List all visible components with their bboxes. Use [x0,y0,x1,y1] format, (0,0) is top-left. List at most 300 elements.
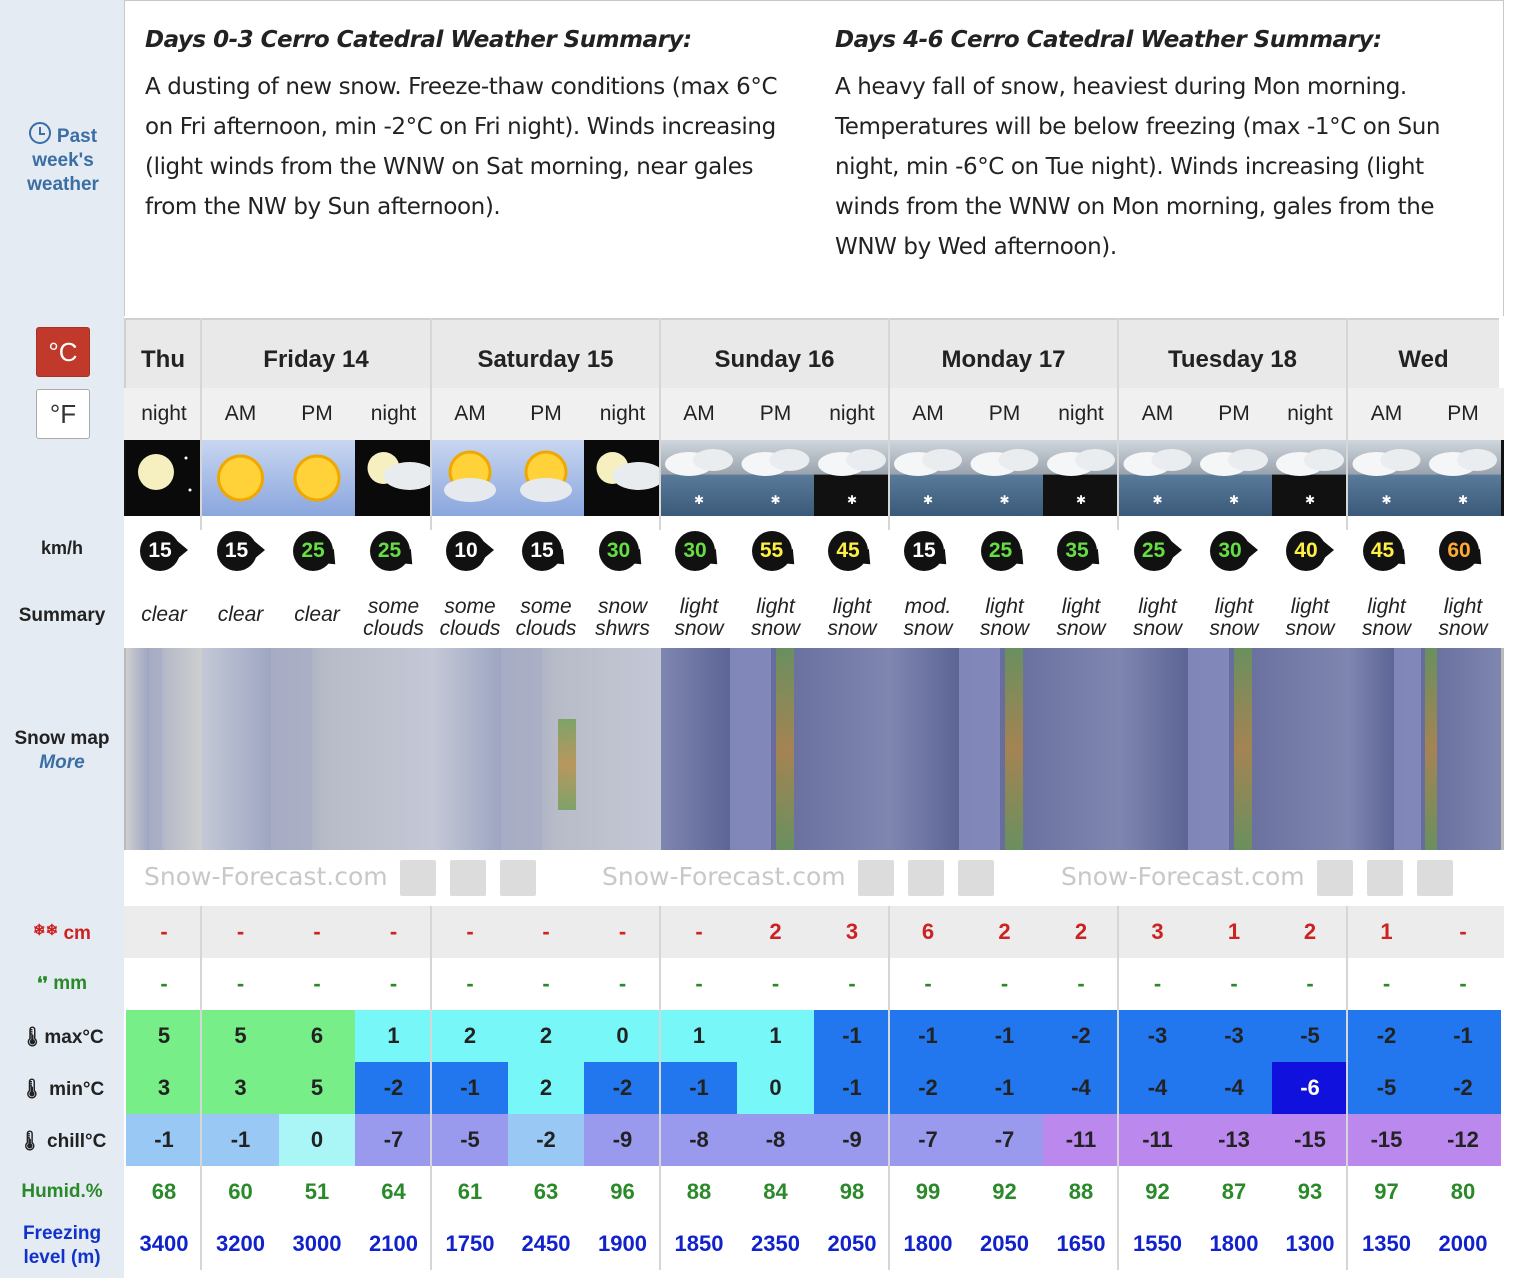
period-cell: AM [1119,388,1196,440]
summary-line-1: light [756,595,795,618]
humidity-cell: 68 [151,1179,177,1204]
day-separator [430,318,432,530]
wind-cell [355,516,432,586]
celsius-button[interactable]: °C [36,327,90,377]
chill-temp-cell: -5 [432,1114,508,1166]
summary-cell [279,586,355,648]
min-temp-cell: 2 [508,1062,584,1114]
wind-speed-badge: 15 [904,531,944,571]
day-separator [1117,906,1119,1270]
summary-line-2: snow [903,617,953,640]
min-temp-cell: -4 [1196,1062,1272,1114]
summary-line-1: snow [597,595,648,618]
min-temp-cell: -2 [890,1062,966,1114]
day-separator [1346,906,1348,1270]
wind-speed-badge: 15 [140,531,180,571]
summary-line-1: some [367,595,420,618]
rain-mm-cell: - [160,971,168,996]
humidity-cell: 60 [228,1179,253,1204]
day-header: Saturday 15 [430,318,659,388]
chill-temp-cell: -2 [508,1114,584,1166]
chill-temp-cell: -8 [661,1114,737,1166]
day-separator [888,906,890,1270]
svg-text:✱: ✱ [770,493,781,507]
humidity-cell: 97 [1374,1179,1399,1204]
wind-speed-badge: 40 [1286,531,1326,571]
day-header: Tuesday 18 [1117,318,1346,388]
snow-map-image[interactable] [432,648,661,850]
humidity [124,1166,1504,1218]
rain-mm-cell: - [1077,971,1085,996]
freezing-level-cell: 2050 [980,1231,1029,1256]
wind-speed-badge: 25 [370,531,410,571]
max-temp-cell: 1 [355,1010,432,1062]
svg-text:✱: ✱ [922,493,934,507]
min-temp-cell: -4 [1043,1062,1119,1114]
max-temp-cell: -2 [1348,1010,1425,1062]
day-separator [200,906,202,1270]
snow-map-image[interactable] [126,648,202,850]
svg-text:✱: ✱ [1228,493,1240,507]
chill-temp-cell: -8 [737,1114,814,1166]
arrow-down-icon [908,860,944,896]
max-temp-cell: 6 [279,1010,355,1062]
sun-icon-graphic [202,440,279,516]
rain-mm-cell: - [1230,971,1238,996]
snow-cm-cell: 2 [998,919,1011,944]
freezing-level-cell: 1750 [445,1231,495,1256]
humidity-cell: 99 [915,1179,941,1204]
arrow-down-icon [450,860,486,896]
humidity-cell: 80 [1450,1179,1476,1204]
snow-map-image[interactable] [202,648,432,850]
cloud-icon [1317,860,1353,896]
freezing-level-cell: 2000 [1438,1231,1488,1256]
snow-cm-cell: - [313,919,321,944]
snow-cloud-icon-graphic [966,440,1043,516]
past-weather-link[interactable] [8,122,118,197]
rain-mm-cell: - [1459,971,1467,996]
sun-cloud-icon [432,440,508,516]
min-temp-cell: -1 [966,1062,1043,1114]
snow-cm-cell: 2 [1303,919,1317,944]
day-header: Sunday 16 [659,318,888,388]
svg-text:✱: ✱ [1304,493,1316,507]
min-temp-cell: -5 [1348,1062,1425,1114]
summary-line-2: clear [294,603,340,626]
svg-text:✱: ✱ [1381,493,1392,507]
snow-cm-cell: 1 [1380,919,1393,944]
humidity-label: Humid.% [21,1181,103,1202]
chill-temp-cell: -13 [1196,1114,1272,1166]
snow-cloud-night-icon [814,440,890,516]
wind-cell [1348,516,1425,586]
snow-cm-cell: - [618,919,627,944]
max-temp-cell: 0 [584,1010,661,1062]
snow-map-row [124,648,1504,850]
min-temp-cell: -2 [1425,1062,1501,1114]
wind-cell [279,516,355,586]
day-separator [888,318,890,530]
freezing-level-cell: 3400 [139,1231,189,1256]
snow-cloud-night-icon-graphic [814,440,890,516]
max-temp-cell: -1 [966,1010,1043,1062]
summary-line-2: snow [1132,617,1183,640]
chill-temp-cell: -15 [1348,1114,1425,1166]
snow-cm-cell: 6 [921,919,935,944]
chill-temp-cell: -7 [890,1114,966,1166]
max-temp-cell: -1 [1425,1010,1501,1062]
sun-outline-icon [500,860,536,896]
summary-line-2: snow [1209,617,1259,640]
freezing-level-cell: 1800 [903,1231,953,1256]
summary-line-1: light [679,595,719,618]
landmass-shape [149,648,163,850]
wind-cell [508,516,584,586]
brand-watermark: Snow-Forecast.com [144,862,388,891]
max-temp-cell: -3 [1119,1010,1196,1062]
chill-temp-cell: -9 [584,1114,661,1166]
wind-speed-badge: 10 [446,531,486,571]
snow-cloud-icon [1196,440,1272,516]
summary-cell [432,586,508,648]
clock-icon [29,122,51,144]
summary-line-1: mod. [904,595,952,618]
min-temp [124,1062,1504,1114]
snow-cm-cell: - [695,919,703,944]
weather-summary-panel [124,0,1504,316]
chill-temp-cell: -7 [355,1114,432,1166]
freezing-level-cell: 1900 [598,1231,647,1256]
period-cell: PM [737,388,814,440]
snow-cm-cell: - [466,919,474,944]
summary-line-2: clouds [439,617,501,640]
wind-cell [1425,516,1501,586]
wind-speed-badge: 45 [828,531,868,571]
sun-cloud-icon-graphic [508,440,584,516]
summary-cell [1348,586,1425,648]
snowflake-icon: ❄❄ [33,922,59,939]
summary-line-2: snow [1285,617,1335,640]
snow-cm-cell: - [1459,919,1467,944]
snow-cm-cell: 3 [845,919,859,944]
cloud-icon [858,860,894,896]
freezing-level-cell: 1800 [1209,1231,1259,1256]
svg-text:✱: ✱ [999,493,1010,507]
summary-line-2: clear [217,603,264,626]
summary-line-2: clouds [363,617,424,640]
period-cell: PM [1425,388,1501,440]
wind-cell [814,516,890,586]
wind-speed-badge: 35 [1057,531,1097,571]
rain-mm-text: mm [53,973,88,994]
snow-cloud-icon-graphic [661,440,737,516]
freezing-level-cell: 3200 [216,1231,265,1256]
summary-cell [202,586,279,648]
snow-map-image[interactable] [1348,648,1501,850]
wind-speed-badge: 60 [1439,531,1479,571]
snow-cm-cell: - [542,919,550,944]
period-cell: AM [202,388,279,440]
moon-clear-icon-graphic [126,440,202,516]
wind-speed-badge: 25 [1134,531,1174,571]
summary-cell [355,586,432,648]
summary-row-label: Summary [18,605,106,626]
chill-temp-cell: -7 [966,1114,1043,1166]
snow-map-image[interactable] [661,648,890,850]
wind-cell [126,516,202,586]
chill-temp-cell: -12 [1425,1114,1501,1166]
summary-line-1: light [832,595,872,618]
rain-mm-cell: - [542,971,550,996]
snow-cloud-icon-graphic [737,440,814,516]
period-cell: AM [432,388,508,440]
snow-cm-cell: 3 [1151,919,1164,944]
landmass-shape [271,648,312,850]
freezing-level-cell: 1350 [1362,1231,1411,1256]
humidity-cell: 92 [992,1179,1017,1204]
wind-cell [432,516,508,586]
snow-cover-shape [1234,648,1252,850]
rain-mm-cell: - [1306,971,1314,996]
chill-temp-cell: -11 [1043,1114,1119,1166]
moon-cloud-icon [584,440,661,516]
svg-text:✱: ✱ [1152,493,1163,507]
raindrop-icon: ❛❜ [36,974,48,993]
rain-mm-cell: - [1382,971,1391,996]
wind-cell [1196,516,1272,586]
chill-temp-label [0,1129,124,1153]
brand-strip [124,850,1504,906]
moon-cloud-icon-graphic [584,440,661,516]
humidity-cell: 87 [1221,1179,1247,1204]
wind-cell [737,516,814,586]
summary-text-left: A dusting of new snow. Freeze-thaw conditions (max 6°C on Fri afternoon, min -2°C on Fri night). Winds increasing (light winds from the WNW on Sat morning, near gales from the NW by Sun afternoon). [145,74,778,220]
summary-line-2: snow [979,617,1030,640]
period-row [124,388,1504,440]
snow-map-image[interactable] [890,648,1119,850]
snow-cm-cell: - [236,919,245,944]
past-weather-label: Past week's weather [27,126,99,195]
period-cell: PM [508,388,584,440]
summary-line-1: some [444,595,496,618]
humidity-cell: 88 [1068,1179,1094,1204]
wind-cell [584,516,661,586]
max-temp-cell: 1 [661,1010,737,1062]
landmass-shape [1394,648,1422,850]
max-temp-label [0,1025,124,1049]
wind-speed-badge: 30 [1210,531,1250,571]
humidity-cell: 64 [381,1179,406,1204]
wind-speed-badge: 55 [752,531,792,571]
thermometer-icon: 🌡 [20,1027,45,1048]
sun-outline-icon [1417,860,1453,896]
period-cell: night [814,388,890,440]
chill-temp-cell: -15 [1272,1114,1348,1166]
sun-icon [279,440,355,516]
snow-cloud-icon [1425,440,1501,516]
humidity-cell: 84 [763,1179,788,1204]
snow-cloud-icon [661,440,737,516]
thermometer-icon: 🌡 [17,1131,42,1152]
rain-mm-cell: - [695,971,703,996]
chill-temp-cell: -11 [1119,1114,1196,1166]
day-header-row [124,318,1504,388]
max-temp-cell: 2 [432,1010,508,1062]
freezing-level-cell: 3000 [292,1231,342,1256]
landmass-shape [730,648,771,850]
rain-mm-cell: - [1000,971,1009,996]
min-temp-cell: 3 [202,1062,279,1114]
moon-clear-icon [126,440,202,516]
freezing-level [124,1218,1504,1270]
day-separator [430,906,432,1270]
summary-line-1: light [1443,595,1483,618]
rain-mm-cell: - [848,971,856,996]
period-cell: night [126,388,202,440]
summary-line-1: light [1290,595,1330,618]
summary-line-2: snow [1438,617,1488,640]
snow-cloud-icon-graphic [1425,440,1501,516]
freezing-level-cell: 2350 [751,1231,800,1256]
snow-cm-cell: - [160,919,168,944]
day-separator [659,906,661,1270]
max-temp-cell: -1 [890,1010,966,1062]
snow-map-more-link[interactable]: More [39,752,85,773]
period-cell: AM [661,388,737,440]
max-temp-cell: -1 [814,1010,890,1062]
rain-mm-cell: - [771,971,780,996]
rain-mm [124,958,1504,1010]
fahrenheit-button[interactable]: °F [36,389,90,439]
rain-mm-cell: - [466,971,474,996]
summary-line-1: light [1367,595,1406,618]
snow-cloud-icon [737,440,814,516]
chill-temp-cell: -1 [126,1114,202,1166]
wind-unit-label: km/h [40,538,83,558]
wind-speed-badge: 45 [1363,531,1403,571]
humidity-cell: 63 [533,1179,559,1204]
min-temp-cell: 3 [126,1062,202,1114]
wind-speed-badge: 30 [675,531,715,571]
humidity-cell: 61 [457,1179,483,1204]
landmass-shape [1188,648,1229,850]
day-header: Wed [1346,318,1499,388]
period-cell: AM [1348,388,1425,440]
arrow-down-icon [1367,860,1403,896]
wind-speed-badge: 25 [981,531,1021,571]
wind-cell [1043,516,1119,586]
svg-text:✱: ✱ [846,493,858,507]
summary-cell [1119,586,1196,648]
sun-icon-graphic [279,440,355,516]
period-cell: PM [279,388,355,440]
chill-temp-cell: -1 [202,1114,279,1166]
max-temp-cell: -5 [1272,1010,1348,1062]
day-separator [200,318,202,530]
rain-mm-cell: - [1153,971,1162,996]
rain-mm-cell: - [389,971,398,996]
summary-cell [1196,586,1272,648]
summary-line-1: light [985,595,1024,618]
period-cell: night [355,388,432,440]
day-separator [659,318,661,530]
summary-cell [1425,586,1501,648]
min-temp-cell: -4 [1119,1062,1196,1114]
summary-cell [737,586,814,648]
min-temp-cell: 0 [737,1062,814,1114]
wind-row [124,516,1504,586]
summary-line-2: clouds [515,617,577,640]
period-cell: PM [966,388,1043,440]
min-temp-cell: -1 [814,1062,890,1114]
humidity-cell: 51 [304,1179,330,1204]
wind-speed-badge: 30 [599,531,639,571]
snow-cm [124,906,1504,958]
snow-cloud-night-icon-graphic [1272,440,1348,516]
sun-cloud-icon [508,440,584,516]
snow-cloud-icon [1348,440,1425,516]
chill-temp-cell: -9 [814,1114,890,1166]
landmass-shape [959,648,1000,850]
summary-line-1: light [1138,595,1177,618]
max-temp-cell: 5 [126,1010,202,1062]
summary-line-2: snow [1056,617,1106,640]
summary-cell [1272,586,1348,648]
period-cell: night [1043,388,1119,440]
period-cell: AM [890,388,966,440]
snow-cm-cell: - [389,919,398,944]
summary-line-1: light [1061,595,1101,618]
moon-cloud-icon-graphic [355,440,432,516]
rain-mm-cell: - [924,971,932,996]
snow-cover-shape [558,719,576,810]
snow-cloud-icon-graphic [1119,440,1196,516]
rain-mm-label [0,973,124,995]
wind-cell [202,516,279,586]
freezing-level-cell: 1650 [1056,1231,1106,1256]
min-temp-label [0,1077,124,1101]
snow-cm-cell: 1 [1227,919,1241,944]
snow-cloud-icon-graphic [1196,440,1272,516]
min-temp-text: min°C [49,1079,105,1100]
summary-cell [126,586,202,648]
svg-text:✱: ✱ [1075,493,1087,507]
wind-cell [1119,516,1196,586]
humidity-cell: 88 [686,1179,712,1204]
min-temp-cell: -1 [432,1062,508,1114]
snow-cm-cell: 2 [1074,919,1088,944]
snow-cover-shape [776,648,794,850]
rain-mm-cell: - [618,971,627,996]
summary-line-1: light [1214,595,1254,618]
snow-cloud-icon-graphic [890,440,966,516]
snow-map-image[interactable] [1119,648,1348,850]
summary-cell [890,586,966,648]
brand-watermark: Snow-Forecast.com [602,862,846,891]
humidity-cell: 92 [1145,1179,1170,1204]
summary-cell [508,586,584,648]
min-temp-cell: -2 [355,1062,432,1114]
day-header: Friday 14 [200,318,430,388]
summary-days-4-6 [835,27,1485,267]
wind-cell [890,516,966,586]
snow-cm-label [0,921,124,945]
chill-temp-text: chill°C [47,1131,107,1152]
snow-cloud-icon [966,440,1043,516]
min-temp-cell: -1 [661,1062,737,1114]
svg-text:✱: ✱ [693,493,705,507]
